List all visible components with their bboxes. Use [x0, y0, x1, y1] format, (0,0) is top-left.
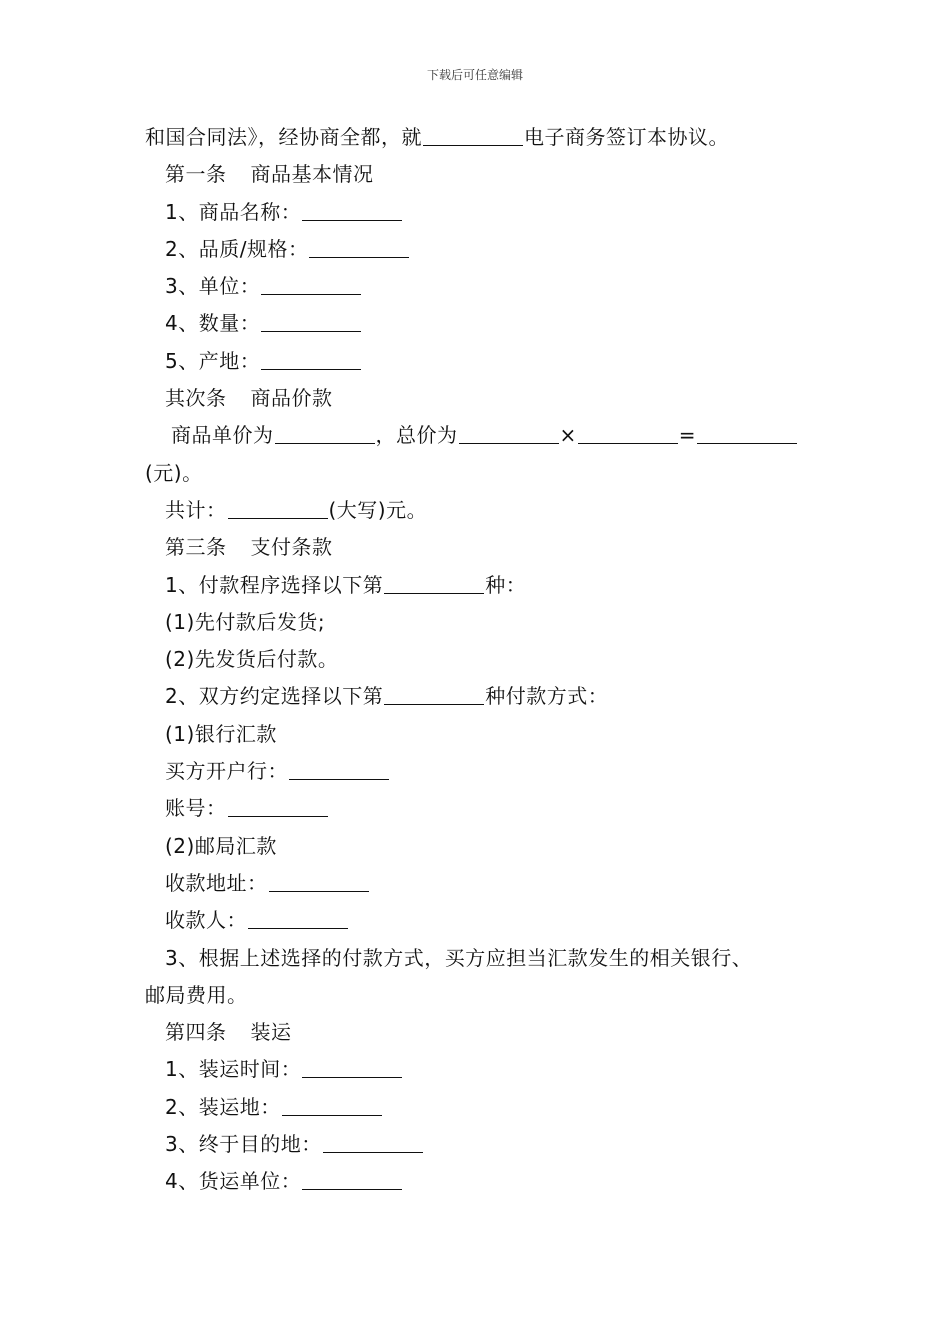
- article-1-heading: [145, 156, 810, 193]
- field-suffix: 种：: [485, 572, 527, 597]
- total-capital-blank[interactable]: [228, 498, 328, 519]
- article-4-heading: [145, 1014, 810, 1051]
- shipping-time-blank[interactable]: [302, 1057, 402, 1078]
- shipping-place-line: [145, 1089, 810, 1126]
- total-factor-2-blank[interactable]: [578, 423, 678, 444]
- goods-name-line: [145, 194, 810, 231]
- field-label: 2、双方约定选择以下第: [165, 684, 384, 709]
- article-2-heading: [145, 380, 810, 417]
- equals-sign: =: [678, 423, 697, 448]
- article-number: 第一条: [165, 162, 227, 187]
- field-label: 2、装运地：: [165, 1094, 281, 1119]
- option-text: (1)银行汇款: [165, 721, 277, 746]
- article-title: 商品基本情况: [250, 162, 374, 187]
- field-label: 收款人：: [165, 908, 247, 933]
- fees-clause-line: [145, 940, 810, 977]
- field-label: 5、产地：: [165, 348, 261, 373]
- intro-line: [145, 119, 810, 156]
- field-label: 账号：: [165, 796, 227, 821]
- option-text: (2)先发货后付款。: [165, 647, 339, 672]
- carrier-line: [145, 1163, 810, 1200]
- clause-text: 邮局费用。: [145, 982, 248, 1007]
- option-pay-first: [145, 604, 810, 641]
- field-label: 买方开户行：: [165, 759, 288, 784]
- project-blank[interactable]: [423, 125, 523, 146]
- account-line: [145, 790, 810, 827]
- field-suffix: (大写)元。: [328, 497, 428, 522]
- payee-blank[interactable]: [248, 908, 348, 929]
- option-text: (2)邮局汇款: [165, 833, 277, 858]
- total-price-blank[interactable]: [697, 423, 797, 444]
- payment-procedure-line: [145, 567, 810, 604]
- article-title: 支付条款: [250, 535, 333, 560]
- page-header: 下载后可任意编辑: [426, 68, 523, 82]
- payee-address-blank[interactable]: [269, 871, 369, 892]
- article-number: 第四条: [165, 1020, 227, 1045]
- price-line: [145, 417, 810, 454]
- carrier-blank[interactable]: [302, 1169, 402, 1190]
- goods-spec-blank[interactable]: [309, 237, 409, 258]
- article-title: 装运: [250, 1020, 292, 1045]
- quantity-blank[interactable]: [261, 311, 361, 332]
- payment-method-line: [145, 678, 810, 715]
- article-number: 第三条: [165, 535, 227, 560]
- field-suffix: 种付款方式：: [485, 684, 609, 709]
- total-factor-1-blank[interactable]: [459, 423, 559, 444]
- field-label: 3、单位：: [165, 274, 261, 299]
- article-number: 其次条: [165, 386, 227, 411]
- account-blank[interactable]: [228, 796, 328, 817]
- shipping-time-line: [145, 1051, 810, 1088]
- intro-text-end: 电子商务签订本协议。: [524, 125, 729, 149]
- field-label: 1、装运时间：: [165, 1057, 302, 1082]
- field-label: 4、货运单位：: [165, 1169, 302, 1194]
- goods-name-blank[interactable]: [302, 200, 402, 221]
- field-label: 3、终于目的地：: [165, 1132, 322, 1157]
- times-sign: ×: [559, 423, 577, 448]
- contract-body: [145, 119, 810, 1201]
- origin-line: [145, 343, 810, 380]
- unit-blank[interactable]: [261, 274, 361, 295]
- field-label: 共计：: [165, 497, 227, 522]
- goods-spec-line: [145, 231, 810, 268]
- payment-method-blank[interactable]: [384, 684, 484, 705]
- destination-line: [145, 1126, 810, 1163]
- unit-price-blank[interactable]: [275, 423, 375, 444]
- intro-text: 和国合同法》，经协商全都，就: [145, 125, 422, 149]
- field-label: 商品单价为: [171, 423, 274, 448]
- shipping-place-blank[interactable]: [282, 1095, 382, 1116]
- fees-clause-continuation: [145, 977, 810, 1014]
- field-label: 4、数量：: [165, 311, 261, 336]
- price-unit-line: [145, 455, 810, 492]
- buyer-bank-line: [145, 753, 810, 790]
- field-label: 1、付款程序选择以下第: [165, 572, 384, 597]
- payee-address-line: [145, 865, 810, 902]
- option-bank-transfer: [145, 716, 810, 753]
- option-postal-transfer: [145, 828, 810, 865]
- option-ship-first: [145, 641, 810, 678]
- field-label: 2、品质/规格：: [165, 236, 309, 261]
- field-label: 1、商品名称：: [165, 199, 302, 224]
- option-text: (1)先付款后发货;: [165, 609, 326, 634]
- total-line: [145, 492, 810, 529]
- article-3-heading: [145, 529, 810, 566]
- buyer-bank-blank[interactable]: [289, 759, 389, 780]
- origin-blank[interactable]: [261, 349, 361, 370]
- quantity-line: [145, 305, 810, 342]
- payment-procedure-blank[interactable]: [384, 573, 484, 594]
- unit-line: [145, 268, 810, 305]
- price-unit: (元)。: [145, 460, 203, 485]
- article-title: 商品价款: [250, 386, 333, 411]
- clause-text: 3、根据上述选择的付款方式，买方应担当汇款发生的相关银行、: [165, 945, 753, 970]
- field-label: ，总价为: [375, 423, 458, 448]
- field-label: 收款地址：: [165, 870, 268, 895]
- destination-blank[interactable]: [323, 1132, 423, 1153]
- payee-line: [145, 902, 810, 939]
